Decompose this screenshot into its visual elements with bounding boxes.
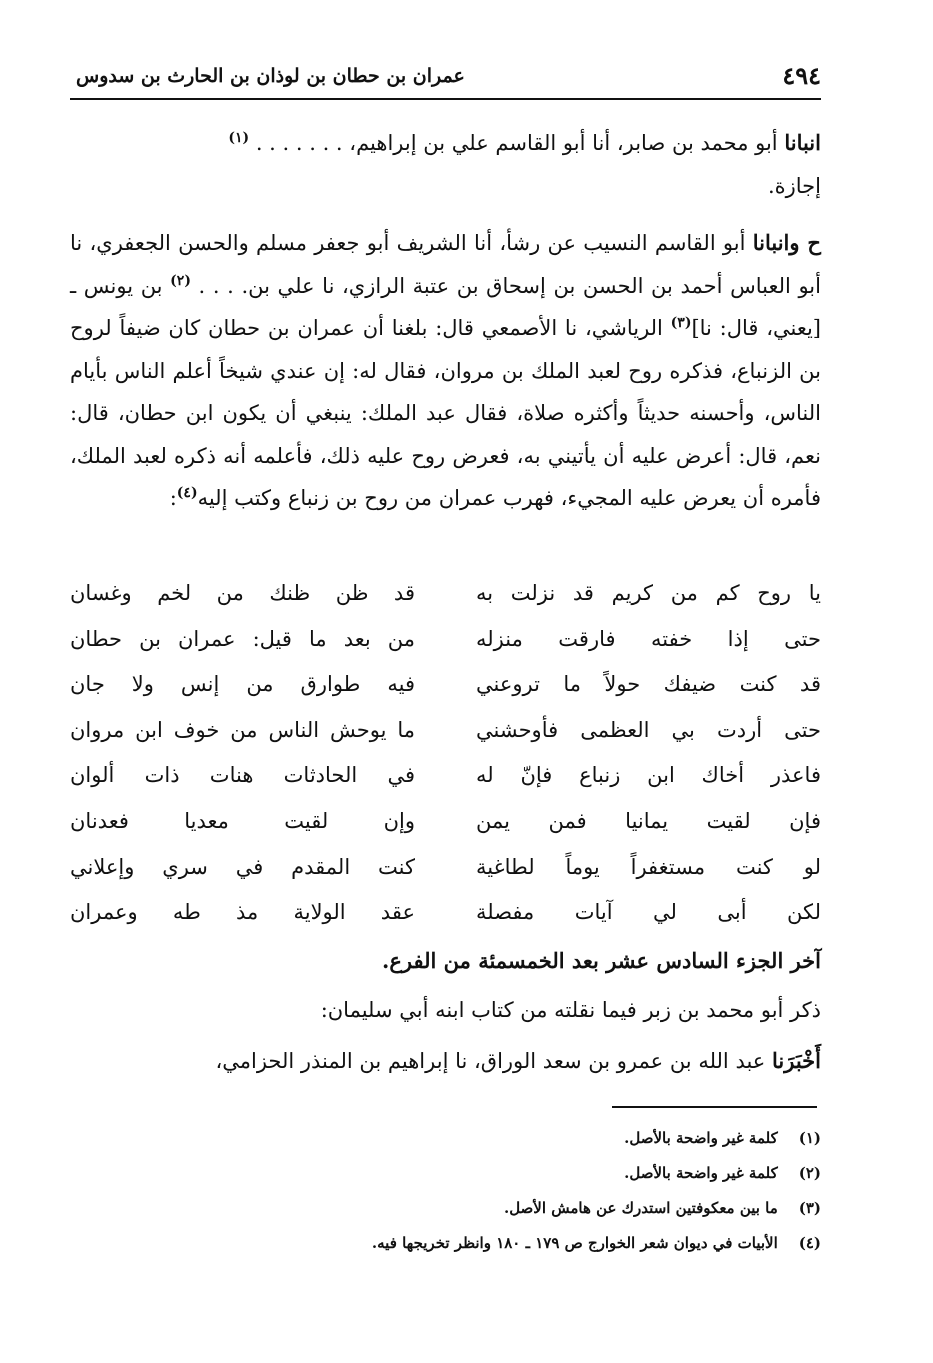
poem-second-hemistich: في الحادثات هنات ذات ألوان <box>70 763 415 788</box>
section-end-note: آخر الجزء السادس عشر بعد الخمسمئة من الفرع. <box>382 948 821 973</box>
footnote-text: كلمة غير واضحة بالأصل. <box>624 1129 778 1147</box>
footnote <box>61 1191 821 1226</box>
poem-line <box>70 753 821 799</box>
poem-second-hemistich: فيه طوارق من إنس ولا جان <box>70 672 415 697</box>
paragraph-3-text: عبد الله بن عمرو بن سعد الوراق، نا إبراهيم بن المنذر الحزامي، <box>215 1049 773 1073</box>
poem-second-hemistich: كنت المقدم في سري وإعلاني <box>70 854 415 879</box>
poem-first-hemistich: حتى أردت بي العظمى فأوحشني <box>476 717 821 742</box>
paragraph-2-text-d: : <box>169 486 177 510</box>
poem-first-hemistich: فإن لقيت يمانيا فمن يمن <box>476 808 821 833</box>
poem-second-hemistich: قد ظن ظنك من لخم وغسان <box>70 581 415 605</box>
paragraph-3 <box>70 1040 821 1083</box>
footnote-number: (٢) <box>798 1164 821 1182</box>
poem-second-hemistich: عقد الولاية مذ طه وعمران <box>70 900 415 925</box>
paragraph-2-lead: ح وانبانا <box>752 230 821 255</box>
paragraph-2-text-b: بن يونس ـ [يعني، قال: نا] <box>70 273 821 340</box>
poem-first-hemistich: لو كنت مستغفراً يوماً لطاغية <box>476 854 821 879</box>
poem-first-hemistich: فاعذر أخاك ابن زنباع فإنّ له <box>476 763 821 788</box>
footnote-text: ما بين معكوفتين استدرك عن هامش الأصل. <box>503 1199 778 1217</box>
page-number: ٤٩٤ <box>782 61 821 90</box>
poem-line <box>70 617 821 663</box>
paragraph-2 <box>70 222 821 520</box>
paragraph-1-text: أبو محمد بن صابر، أنا أبو القاسم علي بن إبراهيم، . . . . . . . <box>249 131 785 155</box>
footnote-ref-3: (٣) <box>670 315 692 331</box>
page-header <box>70 58 821 100</box>
paragraph-1-lead: انبانا <box>784 130 821 155</box>
poem-first-hemistich: لكن أبى لي آيات مفصلة <box>476 900 821 925</box>
poem-line <box>70 890 821 936</box>
poem <box>70 571 821 936</box>
poem-line <box>70 708 821 754</box>
poem-line <box>70 662 821 708</box>
footnote <box>61 1156 821 1191</box>
source-note: ذكر أبو محمد بن زبر فيما نقلته من كتاب ابنه أبي سليمان: <box>320 998 821 1022</box>
poem-second-hemistich: من بعد ما قيل: عمران بن حطان <box>70 626 415 651</box>
footnote-ref-4: (٤) <box>176 485 198 501</box>
footnote <box>61 1226 821 1261</box>
footnote-text: الأبيات في ديوان شعر الخوارج ص ١٧٩ ـ ١٨٠ وانظر تخريجها فيه. <box>371 1234 778 1252</box>
poem-first-hemistich: قد كنت ضيفك حولاً ما تروعني <box>476 672 821 697</box>
poem-first-hemistich: يا روح كم من كريم قد نزلت به <box>476 581 821 605</box>
paragraph-2-text-a: أبو القاسم النسيب عن رشأ، أنا الشريف أبو جعفر مسلم والحسن الجعفري، نا أبو العباس أحمد بن الحسن بن إسحاق بن عتبة الرازي، نا علي بن. . . . <box>70 231 821 298</box>
paragraph-1 <box>70 122 821 207</box>
footnote-text: كلمة غير واضحة بالأصل. <box>624 1164 778 1182</box>
footnotes <box>61 1121 821 1261</box>
footnote-ref-1: (١) <box>228 130 250 146</box>
footnote-number: (٤) <box>798 1234 821 1252</box>
footnote-separator <box>612 1106 817 1108</box>
poem-line <box>70 845 821 891</box>
footnote-number: (١) <box>798 1129 821 1147</box>
poem-second-hemistich: وإن لقيت معديا فعدنان <box>70 808 415 833</box>
footnote <box>61 1121 821 1156</box>
footnote-number: (٣) <box>798 1199 821 1217</box>
running-title: عمران بن حطان بن لوذان بن الحارث بن سدوس <box>76 65 465 87</box>
poem-line <box>70 571 821 617</box>
paragraph-2-text-c: الرياشي، نا الأصمعي قال: بلغنا أن عمران بن حطان كان ضيفاً لروح بن الزنباع، فذكره روح لعبد الملك بن مروان، فقال له: إن عندي شيخاً أعلم الناس بأيام الناس، وأحسنه حديثاً وأكثره صلاة، فقال عبد الملك: ينبغي أن يكون ابن حطان، قال: نعم، قال: أعرض عليه أن يأتيني به، فعرض روح عليه ذلك، فأعلمه أنه ذكره لعبد الملك، فأمره أن يعرض عليه المجيء، فهرب عمران من روح بن زنباع وكتب إليه <box>70 316 821 510</box>
poem-line <box>70 799 821 845</box>
paragraph-3-lead: أَخْبَرَنا <box>772 1048 821 1073</box>
poem-second-hemistich: ما يوحش الناس من خوف ابن مروان <box>70 717 415 742</box>
footnote-ref-2: (٢) <box>170 272 191 289</box>
poem-first-hemistich: حتى إذا خفته فارقت منزله <box>476 626 821 651</box>
paragraph-1-tail: إجازة. <box>767 173 821 198</box>
